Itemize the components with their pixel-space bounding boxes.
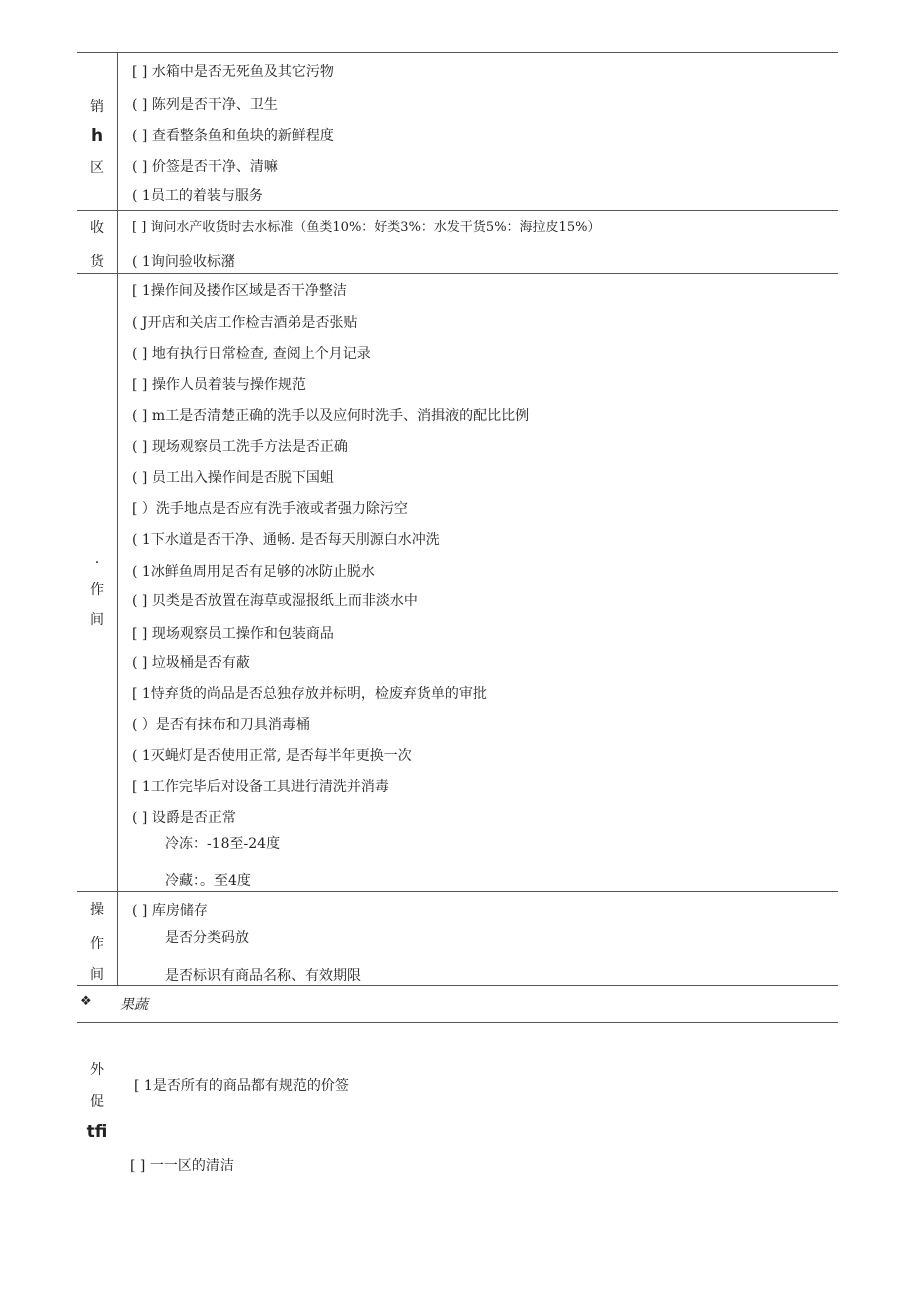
checklist-item: [ ] 一一区的清洁	[130, 1158, 234, 1174]
workroom-label-2: 作	[90, 582, 104, 598]
checklist-item: ( ] 查看整条鱼和鱼块的新鲜程度	[132, 128, 334, 144]
checklist-item: [ 1操作间及搂作区域是否干净整洁	[132, 283, 347, 299]
checklist-item: ( 1员工的着装与服务	[132, 188, 263, 204]
storage-sub-item: 是否标识有商品名称、有效期限	[165, 968, 361, 984]
promo-label-3: tfi	[86, 1122, 108, 1142]
promo-label-1: 外	[90, 1062, 104, 1078]
receiving-label-2: 货	[90, 254, 104, 270]
checklist-item: ( J开店和关店工作检吉酒弟是否张贴	[132, 315, 358, 331]
checklist-item: [ 1工作完毕后对设备工具进行清洗并消毒	[132, 779, 389, 795]
checklist-item: ( 1灭蝇灯是否使用正常, 是否每半年更换一次	[132, 748, 412, 764]
checklist-item: ( 1询问验收标潴	[132, 254, 235, 270]
checklist-item: ( ] 员工出入操作间是否脱下国蛆	[132, 470, 334, 486]
fruit-heading: 果蔬	[120, 997, 148, 1013]
rule-fruit-bottom	[77, 1022, 838, 1023]
checklist-item: ( ] 库房储存	[132, 903, 208, 919]
checklist-item: ( ）是否有抹布和刀具消毒桶	[132, 717, 310, 733]
checklist-item: ( ] 垃圾桶是否有蔽	[132, 655, 250, 671]
checklist-item: ( ] 设爵是否正常	[132, 810, 236, 826]
storage-label-1: 操	[90, 902, 104, 918]
checklist-item: ( ] m工是否清楚正确的洗手以及应何时洗手、消揖液的配比比例	[132, 408, 530, 424]
sales-label-2: h	[90, 126, 104, 146]
rule-top	[77, 52, 838, 53]
storage-label-3: 间	[90, 967, 104, 983]
checklist-item: ( ] 价签是否干净、清嘛	[132, 159, 278, 175]
freezer-temp: 冷冻：-18至-24度	[165, 836, 281, 852]
checklist-item: ( ] 陈列是否干净、卫生	[132, 97, 278, 113]
sales-label-3: 区	[90, 160, 104, 176]
checklist-item: [ 1是否所有的商品都有规范的价签	[134, 1078, 349, 1094]
checklist-item: [ ] 水箱中是否无死鱼及其它污物	[132, 64, 334, 80]
column-divider	[117, 52, 118, 985]
checklist-item: [ 1恃弃货的尚品是否总独存放并标明，检废弃货单的审批	[132, 686, 487, 702]
checklist-item: ( 1下水道是否干净、通畅. 是否每天刖源白水冲洗	[132, 532, 440, 548]
receiving-label-1: 收	[90, 220, 104, 236]
promo-label-2: 促	[90, 1094, 104, 1110]
diamond-bullet-icon: ❖	[80, 994, 92, 1009]
workroom-label-1: ·	[94, 555, 100, 571]
rule-workroom-bottom	[77, 891, 838, 892]
checklist-item: ( ] 地有执行日常检查, 查阅上个月记录	[132, 346, 371, 362]
storage-label-2: 作	[90, 936, 104, 952]
sales-label-1: 销	[90, 99, 104, 115]
checklist-item: ( 1冰鲜鱼周用足否有足够的冰防止脱水	[132, 564, 375, 580]
rule-sales-bottom	[77, 210, 838, 211]
checklist-item: ( ] 现场观察员工洗手方法是否正确	[132, 439, 348, 455]
fridge-temp: 冷藏：。至4度	[165, 873, 251, 889]
storage-sub-item: 是否分类码放	[165, 930, 249, 946]
checklist-item: [ ] 操作人员着装与操作规范	[132, 377, 306, 393]
rule-receiving-bottom	[77, 273, 838, 274]
checklist-item: [ ] 询问水产收货时去水标准（鱼类10%：好类3%：水发干货5%：海拉皮15%）	[132, 220, 601, 235]
checklist-item: [ ）洗手地点是否应有洗手液或者强力除污空	[132, 501, 408, 517]
checklist-item: [ ] 现场观察员工操作和包装商品	[132, 626, 334, 642]
workroom-label-3: 间	[90, 612, 104, 628]
checklist-item: ( ] 贝类是否放置在海草或湿报纸上而非淡水中	[132, 593, 418, 609]
